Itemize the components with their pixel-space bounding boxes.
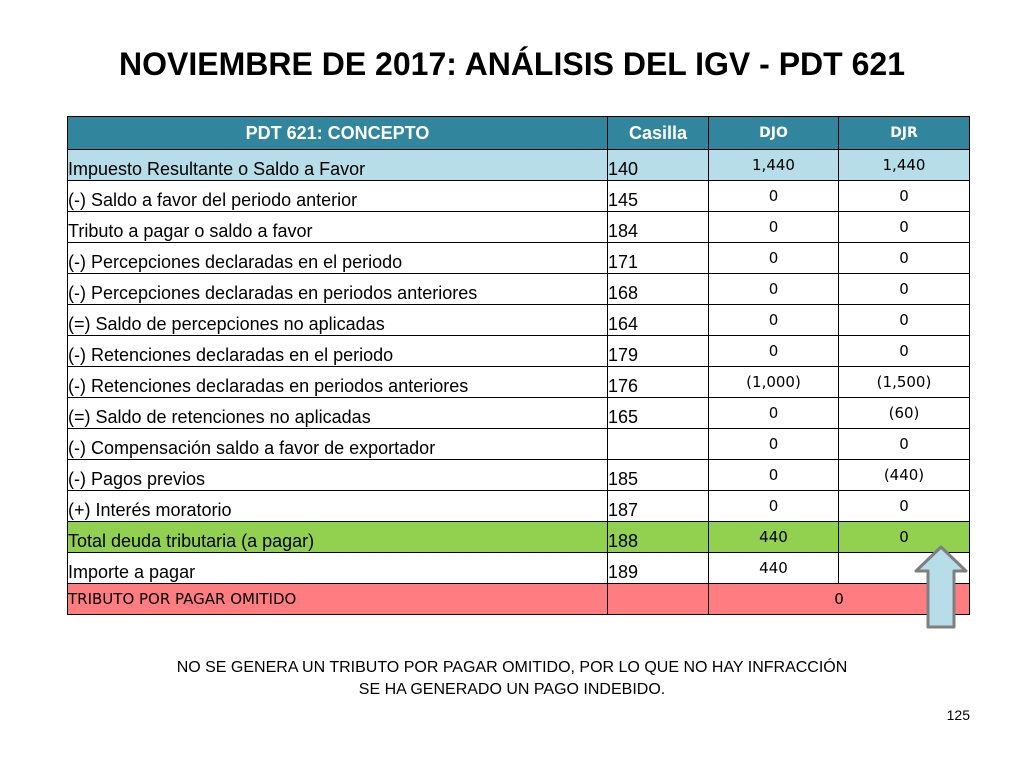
header-djr: DJR (839, 117, 970, 150)
cell-djo: 0 (709, 181, 839, 212)
table-row (68, 274, 970, 305)
cell-djo: (1,000) (709, 367, 839, 398)
table-row (68, 367, 970, 398)
cell-djr: (60) (839, 398, 970, 429)
cell-djo: 1,440 (709, 150, 839, 181)
cell-djr: 1,440 (839, 150, 970, 181)
omitido-value: 0 (709, 584, 970, 615)
cell-concepto: (+) Interés moratorio (68, 491, 608, 522)
cell-djr: 0 (839, 491, 970, 522)
cell-djr: 0 (839, 522, 970, 553)
cell-concepto: Total deuda tributaria (a pagar) (68, 522, 608, 553)
cell-djo: 0 (709, 398, 839, 429)
cell-djo: 0 (709, 243, 839, 274)
cell-casilla: 188 (608, 522, 709, 553)
header-djo: DJO (709, 117, 839, 150)
table-row (68, 491, 970, 522)
cell-casilla: 179 (608, 336, 709, 367)
cell-djr: 0 (839, 212, 970, 243)
table-row (68, 460, 970, 491)
cell-concepto: (-) Percepciones declaradas en el periodo (68, 243, 608, 274)
cell-djo: 0 (709, 460, 839, 491)
cell-concepto: (-) Pagos previos (68, 460, 608, 491)
cell-casilla: 168 (608, 274, 709, 305)
cell-casilla: 189 (608, 553, 709, 584)
cell-djr: 0 (839, 181, 970, 212)
cell-concepto: (=) Saldo de retenciones no aplicadas (68, 398, 608, 429)
table-row (68, 212, 970, 243)
igv-analysis-table (67, 116, 970, 615)
cell-concepto: Impuesto Resultante o Saldo a Favor (68, 150, 608, 181)
cell-concepto: (-) Retenciones declaradas en el periodo (68, 336, 608, 367)
cell-djr: 0 (839, 243, 970, 274)
table-header-row (68, 117, 970, 150)
cell-concepto: (-) Retenciones declaradas en periodos anteriores (68, 367, 608, 398)
page-title: NOVIEMBRE DE 2017: ANÁLISIS DEL IGV - PDT 621 (119, 46, 905, 82)
cell-concepto: (=) Saldo de percepciones no aplicadas (68, 305, 608, 336)
cell-djo: 440 (709, 522, 839, 553)
note-line-1: NO SE GENERA UN TRIBUTO POR PAGAR OMITIDO, POR LO QUE NO HAY INFRACCIÓN (176, 659, 848, 676)
cell-djr: (440) (839, 460, 970, 491)
conclusion-note (0, 657, 1024, 701)
cell-casilla (608, 429, 709, 460)
cell-concepto: Importe a pagar (68, 553, 608, 584)
cell-casilla: 140 (608, 150, 709, 181)
cell-casilla: 185 (608, 460, 709, 491)
table-row (68, 336, 970, 367)
table-row-total (68, 522, 970, 553)
cell-casilla: 165 (608, 398, 709, 429)
table-row (68, 243, 970, 274)
cell-concepto: Tributo a pagar o saldo a favor (68, 212, 608, 243)
table-row-omitido (68, 584, 970, 615)
omitido-label: TRIBUTO POR PAGAR OMITIDO (68, 584, 608, 615)
table-row (68, 181, 970, 212)
cell-djo: 0 (709, 429, 839, 460)
omitido-casilla-empty (608, 584, 709, 615)
table-row (68, 398, 970, 429)
cell-casilla: 145 (608, 181, 709, 212)
cell-djr: 0 (839, 305, 970, 336)
note-line-2: SE HA GENERADO UN PAGO INDEBIDO. (358, 681, 666, 698)
cell-djo: 0 (709, 274, 839, 305)
cell-djr: 0 (839, 274, 970, 305)
cell-casilla: 187 (608, 491, 709, 522)
cell-djr: 0 (839, 336, 970, 367)
cell-djr: 0 (839, 429, 970, 460)
cell-casilla: 171 (608, 243, 709, 274)
page-number: 125 (946, 707, 970, 723)
cell-concepto: (-) Compensación saldo a favor de exportador (68, 429, 608, 460)
cell-casilla: 164 (608, 305, 709, 336)
cell-djo: 0 (709, 305, 839, 336)
header-concepto: PDT 621: CONCEPTO (68, 117, 608, 150)
header-casilla: Casilla (608, 117, 709, 150)
cell-casilla: 184 (608, 212, 709, 243)
cell-djo: 0 (709, 336, 839, 367)
cell-casilla: 176 (608, 367, 709, 398)
table-row (68, 305, 970, 336)
cell-djr: (1,500) (839, 367, 970, 398)
table-row (68, 553, 970, 584)
table-row (68, 150, 970, 181)
cell-djo: 0 (709, 491, 839, 522)
up-arrow-icon (913, 544, 969, 630)
cell-djo: 0 (709, 212, 839, 243)
table-row (68, 429, 970, 460)
cell-djo: 440 (709, 553, 839, 584)
cell-concepto: (-) Percepciones declaradas en periodos anteriores (68, 274, 608, 305)
cell-concepto: (-) Saldo a favor del periodo anterior (68, 181, 608, 212)
